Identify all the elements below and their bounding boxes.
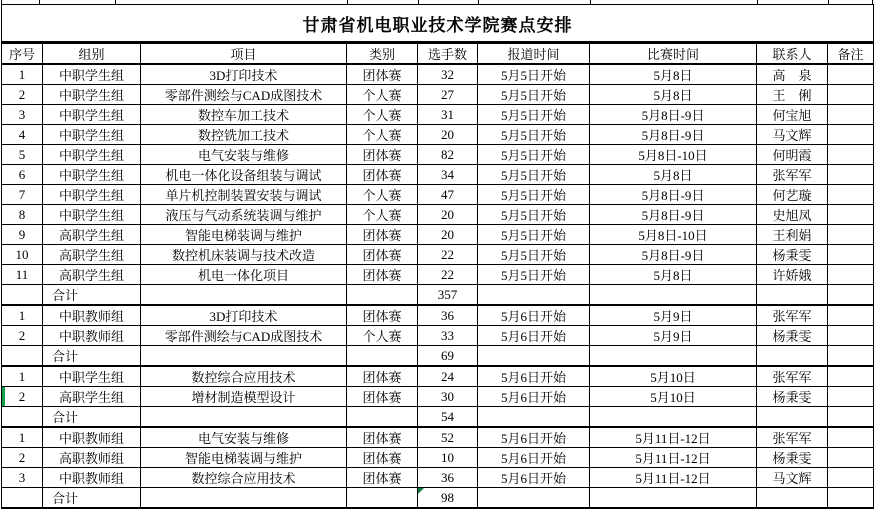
cell-note[interactable] — [828, 366, 874, 387]
cell-match-time[interactable] — [590, 407, 757, 428]
cell-group[interactable]: 高职学生组 — [43, 265, 141, 285]
cell-match-time[interactable]: 5月9日 — [590, 305, 757, 326]
cell-group[interactable]: 中职学生组 — [43, 366, 141, 387]
cell-players[interactable]: 27 — [418, 85, 478, 105]
cell-category[interactable]: 团体赛 — [347, 165, 418, 185]
table-row — [2, 145, 874, 165]
cell-players[interactable]: 34 — [418, 165, 478, 185]
cell-contact[interactable]: 王利娟 — [757, 225, 828, 245]
cell-contact[interactable]: 张军军 — [757, 305, 828, 326]
cell-match-time[interactable] — [590, 285, 757, 306]
cell-note[interactable] — [828, 125, 874, 145]
table-row — [2, 448, 874, 468]
cell-no[interactable]: 3 — [2, 105, 43, 125]
cell-category[interactable]: 个人赛 — [347, 85, 418, 105]
cell-project[interactable]: 智能电梯装调与维护 — [141, 448, 347, 468]
cell-project[interactable]: 零部件测绘与CAD成图技术 — [141, 326, 347, 346]
table-row — [2, 305, 874, 326]
cell-contact[interactable]: 杨秉雯 — [757, 245, 828, 265]
cell-report-time[interactable] — [478, 407, 590, 428]
column-header-match-time[interactable]: 比赛时间 — [590, 43, 757, 65]
grid-line — [347, 0, 348, 4]
table-row — [2, 64, 874, 85]
cell-project[interactable]: 数控综合应用技术 — [141, 468, 347, 488]
cell-category[interactable] — [347, 488, 418, 509]
cell-project[interactable]: 智能电梯装调与维护 — [141, 225, 347, 245]
total-row — [2, 285, 874, 306]
cell-group[interactable]: 中职教师组 — [43, 326, 141, 346]
cell-project[interactable]: 电气安装与维修 — [141, 427, 347, 448]
cell-group[interactable]: 中职学生组 — [43, 64, 141, 85]
cell-group[interactable]: 合计 — [43, 488, 141, 509]
cell-no[interactable]: 10 — [2, 245, 43, 265]
cell-report-time[interactable]: 5月5日开始 — [478, 64, 590, 85]
table-row — [2, 125, 874, 145]
cell-category[interactable]: 团体赛 — [347, 64, 418, 85]
cell-contact[interactable]: 杨秉雯 — [757, 448, 828, 468]
cell-group[interactable]: 中职学生组 — [43, 165, 141, 185]
cell-contact[interactable]: 王 俐 — [757, 85, 828, 105]
cell-no[interactable]: 1 — [2, 427, 43, 448]
cell-note[interactable] — [828, 326, 874, 346]
cell-match-time[interactable]: 5月10日 — [590, 387, 757, 407]
cell-group[interactable]: 中职学生组 — [43, 185, 141, 205]
cell-report-time[interactable]: 5月6日开始 — [478, 448, 590, 468]
cell-report-time[interactable]: 5月5日开始 — [478, 145, 590, 165]
table-row — [2, 468, 874, 488]
cell-players[interactable]: 47 — [418, 185, 478, 205]
cell-no[interactable] — [2, 285, 43, 306]
cell-category[interactable]: 个人赛 — [347, 185, 418, 205]
cell-report-time[interactable]: 5月5日开始 — [478, 185, 590, 205]
cell-category[interactable]: 团体赛 — [347, 366, 418, 387]
table-row — [2, 245, 874, 265]
column-header-project[interactable]: 项目 — [141, 43, 347, 65]
cell-category[interactable]: 个人赛 — [347, 125, 418, 145]
cell-contact[interactable]: 杨秉雯 — [757, 387, 828, 407]
cell-report-time[interactable] — [478, 346, 590, 367]
cell-group[interactable]: 合计 — [43, 346, 141, 367]
cell-project[interactable]: 机电一体化设备组装与调试 — [141, 165, 347, 185]
cell-project[interactable]: 增材制造模型设计 — [141, 387, 347, 407]
cell-players[interactable]: 10 — [418, 448, 478, 468]
cell-no[interactable]: 4 — [2, 125, 43, 145]
cell-players[interactable]: 22 — [418, 265, 478, 285]
schedule-table — [1, 4, 874, 509]
cell-contact[interactable]: 张军军 — [757, 366, 828, 387]
cell-no[interactable]: 11 — [2, 265, 43, 285]
total-row — [2, 346, 874, 367]
cell-report-time[interactable]: 5月6日开始 — [478, 366, 590, 387]
cell-contact[interactable] — [757, 488, 828, 509]
cell-contact[interactable]: 何明霞 — [757, 145, 828, 165]
cell-project[interactable]: 液压与气动系统装调与维护 — [141, 205, 347, 225]
cell-no[interactable]: 5 — [2, 145, 43, 165]
cell-no[interactable]: 1 — [2, 64, 43, 85]
cell-match-time[interactable]: 5月11日-12日 — [590, 468, 757, 488]
cell-report-time[interactable]: 5月5日开始 — [478, 85, 590, 105]
cell-category[interactable]: 团体赛 — [347, 225, 418, 245]
table-row — [2, 326, 874, 346]
cell-contact[interactable]: 张军军 — [757, 165, 828, 185]
cell-players[interactable]: 22 — [418, 245, 478, 265]
cell-no[interactable]: 1 — [2, 305, 43, 326]
cell-note[interactable] — [828, 165, 874, 185]
cell-report-time[interactable]: 5月5日开始 — [478, 165, 590, 185]
cell-contact[interactable]: 马文辉 — [757, 125, 828, 145]
cell-players[interactable]: 54 — [418, 407, 478, 428]
cell-report-time[interactable]: 5月6日开始 — [478, 468, 590, 488]
cell-match-time[interactable]: 5月9日 — [590, 326, 757, 346]
cell-contact[interactable]: 史旭凤 — [757, 205, 828, 225]
cell-group[interactable]: 中职学生组 — [43, 125, 141, 145]
column-header-note[interactable]: 备注 — [828, 43, 874, 65]
cell-report-time[interactable]: 5月6日开始 — [478, 387, 590, 407]
column-header-no[interactable]: 序号 — [2, 43, 43, 65]
cell-note[interactable] — [828, 145, 874, 165]
cell-players[interactable]: 20 — [418, 125, 478, 145]
table-row — [2, 205, 874, 225]
cell-players[interactable]: 20 — [418, 225, 478, 245]
cell-report-time[interactable]: 5月5日开始 — [478, 125, 590, 145]
cell-contact[interactable]: 何艺璇 — [757, 185, 828, 205]
cell-category[interactable]: 团体赛 — [347, 448, 418, 468]
cell-players[interactable]: 36 — [418, 305, 478, 326]
cell-note[interactable] — [828, 285, 874, 306]
cell-note[interactable] — [828, 265, 874, 285]
cell-category[interactable]: 个人赛 — [347, 205, 418, 225]
cell-match-time[interactable]: 5月8日 — [590, 85, 757, 105]
cell-match-time[interactable]: 5月8日-9日 — [590, 125, 757, 145]
table-row — [2, 105, 874, 125]
column-header-report-time[interactable]: 报道时间 — [478, 43, 590, 65]
cell-project[interactable]: 数控综合应用技术 — [141, 366, 347, 387]
cell-category[interactable]: 团体赛 — [347, 145, 418, 165]
cell-match-time[interactable]: 5月8日 — [590, 165, 757, 185]
cell-group[interactable]: 中职教师组 — [43, 468, 141, 488]
cell-project[interactable]: 数控车加工技术 — [141, 105, 347, 125]
grid-line — [115, 0, 116, 4]
cell-match-time[interactable]: 5月11日-12日 — [590, 448, 757, 468]
cell-players[interactable]: 69 — [418, 346, 478, 367]
cell-project[interactable]: 数控铣加工技术 — [141, 125, 347, 145]
cell-contact[interactable]: 马文辉 — [757, 468, 828, 488]
cell-project[interactable] — [141, 407, 347, 428]
cell-players[interactable]: 30 — [418, 387, 478, 407]
page-title[interactable]: 甘肃省机电职业技术学院赛点安排 — [2, 5, 874, 43]
column-header-players[interactable]: 选手数 — [418, 43, 478, 65]
cell-no[interactable]: 8 — [2, 205, 43, 225]
cell-no[interactable]: 2 — [2, 326, 43, 346]
cell-group[interactable]: 高职学生组 — [43, 225, 141, 245]
cell-contact[interactable] — [757, 346, 828, 367]
cell-note[interactable] — [828, 448, 874, 468]
cell-report-time[interactable]: 5月5日开始 — [478, 225, 590, 245]
cell-category[interactable]: 个人赛 — [347, 326, 418, 346]
column-header-category[interactable]: 类别 — [347, 43, 418, 65]
cell-match-time[interactable]: 5月8日-9日 — [590, 245, 757, 265]
cell-project[interactable] — [141, 488, 347, 509]
cell-no[interactable]: 3 — [2, 468, 43, 488]
cell-players[interactable]: 357 — [418, 285, 478, 306]
cell-group[interactable]: 中职学生组 — [43, 105, 141, 125]
cell-group[interactable]: 合计 — [43, 285, 141, 306]
cell-no[interactable] — [2, 488, 43, 509]
column-header-contact[interactable]: 联系人 — [757, 43, 828, 65]
cell-category[interactable]: 个人赛 — [347, 105, 418, 125]
cell-group[interactable]: 合计 — [43, 407, 141, 428]
cell-no[interactable] — [2, 407, 43, 428]
cell-match-time[interactable]: 5月8日-9日 — [590, 105, 757, 125]
cell-no[interactable]: 9 — [2, 225, 43, 245]
cell-category[interactable] — [347, 346, 418, 367]
cell-players[interactable]: 98 — [418, 488, 478, 509]
cell-players[interactable]: 36 — [418, 468, 478, 488]
cell-category[interactable] — [347, 285, 418, 306]
cell-match-time[interactable] — [590, 346, 757, 367]
cell-project[interactable]: 单片机控制装置安装与调试 — [141, 185, 347, 205]
table-row — [2, 85, 874, 105]
grid-line — [872, 0, 873, 4]
cell-note[interactable] — [828, 205, 874, 225]
title-row — [2, 5, 874, 43]
cell-match-time[interactable]: 5月11日-12日 — [590, 427, 757, 448]
cell-no[interactable]: 1 — [2, 366, 43, 387]
cell-contact[interactable] — [757, 407, 828, 428]
cell-players[interactable]: 32 — [418, 64, 478, 85]
cell-project[interactable]: 3D打印技术 — [141, 64, 347, 85]
cell-no[interactable] — [2, 346, 43, 367]
cell-contact[interactable]: 许娇娥 — [757, 265, 828, 285]
cell-project[interactable] — [141, 346, 347, 367]
grid-line — [828, 0, 829, 4]
cell-no[interactable]: 2 — [2, 85, 43, 105]
cell-note[interactable] — [828, 225, 874, 245]
cell-note[interactable] — [828, 185, 874, 205]
cell-match-time[interactable]: 5月8日-10日 — [590, 145, 757, 165]
cell-match-time[interactable]: 5月8日-10日 — [590, 225, 757, 245]
grid-line — [39, 0, 40, 4]
cell-category[interactable]: 团体赛 — [347, 387, 418, 407]
cell-note[interactable] — [828, 85, 874, 105]
cell-report-time[interactable]: 5月5日开始 — [478, 205, 590, 225]
grid-line — [590, 0, 591, 4]
cell-category[interactable]: 团体赛 — [347, 265, 418, 285]
cell-note[interactable] — [828, 468, 874, 488]
cell-note[interactable] — [828, 407, 874, 428]
cell-contact[interactable]: 张军军 — [757, 427, 828, 448]
table-row — [2, 387, 874, 407]
cell-group[interactable]: 高职学生组 — [43, 245, 141, 265]
cell-players[interactable]: 82 — [418, 145, 478, 165]
cell-group[interactable]: 高职教师组 — [43, 448, 141, 468]
grid-line — [757, 0, 758, 4]
cell-contact[interactable]: 高 泉 — [757, 64, 828, 85]
table-row — [2, 265, 874, 285]
cell-category[interactable]: 团体赛 — [347, 245, 418, 265]
cell-contact[interactable] — [757, 285, 828, 306]
cell-project[interactable]: 3D打印技术 — [141, 305, 347, 326]
cell-players[interactable]: 52 — [418, 427, 478, 448]
table-row — [2, 427, 874, 448]
table-row — [2, 366, 874, 387]
cell-match-time[interactable] — [590, 488, 757, 509]
grid-line — [478, 0, 479, 4]
cell-report-time[interactable] — [478, 488, 590, 509]
cell-project[interactable]: 电气安装与维修 — [141, 145, 347, 165]
cell-project[interactable]: 数控机床装调与技术改造 — [141, 245, 347, 265]
cell-note[interactable] — [828, 427, 874, 448]
cell-category[interactable]: 团体赛 — [347, 305, 418, 326]
cell-match-time[interactable]: 5月8日 — [590, 64, 757, 85]
cell-players[interactable]: 33 — [418, 326, 478, 346]
clipped-row-above — [1, 0, 873, 4]
cell-project[interactable]: 零部件测绘与CAD成图技术 — [141, 85, 347, 105]
header-row — [2, 43, 874, 65]
cell-group[interactable]: 中职教师组 — [43, 427, 141, 448]
total-row — [2, 488, 874, 509]
table-row — [2, 165, 874, 185]
cell-report-time[interactable] — [478, 285, 590, 306]
cell-no[interactable]: 6 — [2, 165, 43, 185]
table-body — [2, 64, 874, 508]
cell-match-time[interactable]: 5月8日 — [590, 265, 757, 285]
cell-category[interactable]: 团体赛 — [347, 427, 418, 448]
cell-report-time[interactable]: 5月5日开始 — [478, 105, 590, 125]
table-row — [2, 225, 874, 245]
grid-line — [1, 0, 2, 4]
cell-note[interactable] — [828, 245, 874, 265]
cell-note[interactable] — [828, 305, 874, 326]
cell-match-time[interactable]: 5月10日 — [590, 366, 757, 387]
cell-players[interactable]: 24 — [418, 366, 478, 387]
cell-no[interactable]: 2 — [2, 387, 43, 407]
cell-project[interactable]: 机电一体化项目 — [141, 265, 347, 285]
cell-report-time[interactable]: 5月6日开始 — [478, 326, 590, 346]
cell-group[interactable]: 中职学生组 — [43, 145, 141, 165]
cell-note[interactable] — [828, 488, 874, 509]
spreadsheet-view — [1, 0, 873, 506]
cell-group[interactable]: 中职教师组 — [43, 305, 141, 326]
cell-category[interactable]: 团体赛 — [347, 468, 418, 488]
cell-players[interactable]: 31 — [418, 105, 478, 125]
cell-report-time[interactable]: 5月5日开始 — [478, 245, 590, 265]
cell-note[interactable] — [828, 387, 874, 407]
cell-project[interactable] — [141, 285, 347, 306]
cell-match-time[interactable]: 5月8日-9日 — [590, 185, 757, 205]
cell-group[interactable]: 高职学生组 — [43, 387, 141, 407]
total-row — [2, 407, 874, 428]
cell-contact[interactable]: 何宝旭 — [757, 105, 828, 125]
cell-note[interactable] — [828, 105, 874, 125]
cell-no[interactable]: 7 — [2, 185, 43, 205]
cell-category[interactable] — [347, 407, 418, 428]
cell-report-time[interactable]: 5月6日开始 — [478, 305, 590, 326]
cell-note[interactable] — [828, 64, 874, 85]
table-row — [2, 185, 874, 205]
cell-report-time[interactable]: 5月6日开始 — [478, 427, 590, 448]
cell-group[interactable]: 中职学生组 — [43, 205, 141, 225]
cell-report-time[interactable]: 5月5日开始 — [478, 265, 590, 285]
cell-group[interactable]: 中职学生组 — [43, 85, 141, 105]
cell-no[interactable]: 2 — [2, 448, 43, 468]
column-header-group[interactable]: 组别 — [43, 43, 141, 65]
cell-contact[interactable]: 杨秉雯 — [757, 326, 828, 346]
cell-note[interactable] — [828, 346, 874, 367]
cell-players[interactable]: 20 — [418, 205, 478, 225]
cell-match-time[interactable]: 5月8日-9日 — [590, 205, 757, 225]
grid-line — [418, 0, 419, 4]
